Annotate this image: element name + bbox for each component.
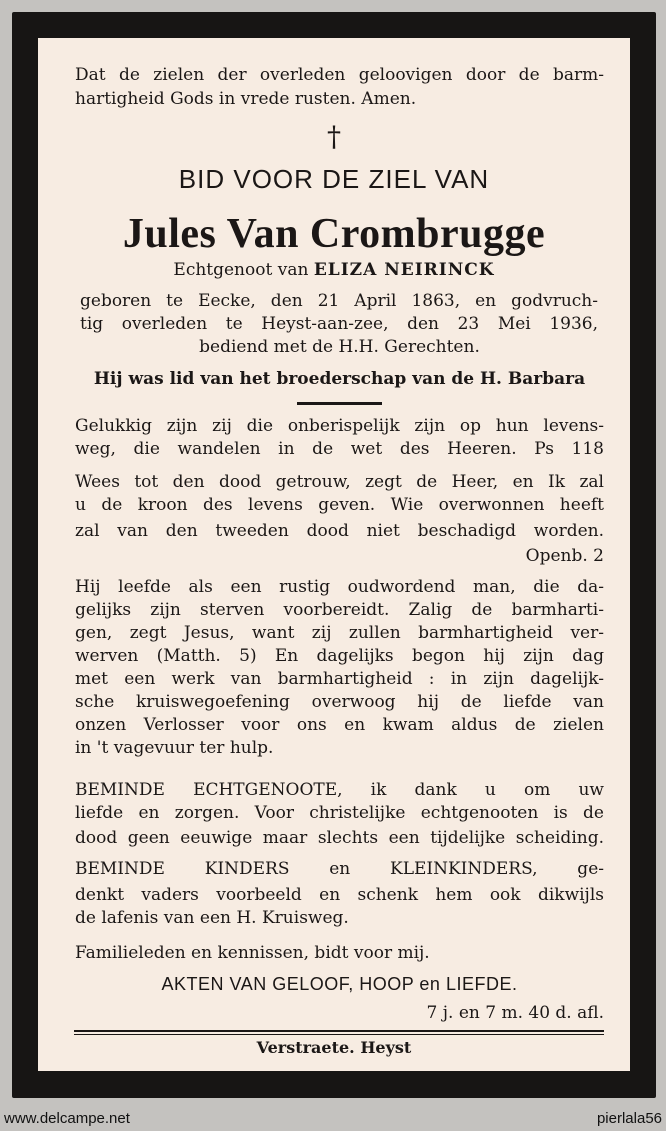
spouse-name: ELIZA NEIRINCK [313,260,495,280]
deceased-name: Jules Van Crombrugge [122,211,546,257]
psalm-line-5: zal van den tweeden dood niet beschadigd worden. [75,521,604,541]
acts-line: AKTEN VAN GELOOF, HOOP en LIEFDE. [161,974,518,994]
life-line-1: Hij leefde als een rustig oudwordend man, die da- [75,577,604,597]
brotherhood-line: Hij was lid van het broederschap van de H. Barbara [93,369,586,389]
psalm-line-4: u de kroon des levens geven. Wie overwonnen heeft [75,495,604,515]
psalm-line-3: Wees tot den dood getrouw, zegt de Heer, en Ik zal [75,472,604,492]
bio-line-3: bediend met de H.H. Gerechten. [199,337,480,357]
spouse-line [38,260,630,280]
bio-line-2: tig overleden te Heyst-aan-zee, den 23 Mei 1936, [80,314,598,334]
life-line-2: gelijks zijn sterven voorbereidt. Zalig de barmharti- [75,600,604,620]
spouse-para-line-3: dood geen eeuwige maar slechts een tijdelijke scheiding. [75,828,604,848]
life-line-6: sche kruiswegoefening overwoog hij de liefde van [75,692,604,712]
life-line-4: werven (Matth. 5) En dagelijks begon hij zijn dag [75,646,604,666]
life-line-7: onzen Verlosser voor ons en kwam aldus de zielen [75,715,604,735]
children-para-line-3: de lafenis van een H. Kruisweg. [75,908,349,928]
spouse-para-line-2: liefde en zorgen. Voor christelijke echtgenooten is de [75,803,604,823]
children-para-line-2: denkt vaders voorbeeld en schenk hem ook dikwijls [75,885,604,905]
family-line: Familieleden en kennissen, bidt voor mij. [75,943,430,963]
opening-line-1: Dat de zielen der overleden geloovigen door de barm- [75,65,604,85]
spouse-prefix: Echtgenoot van [173,260,309,280]
bottom-rule [74,1030,604,1032]
psalm-line-1: Gelukkig zijn zij die onberispelijk zijn op hun levens- [75,416,604,436]
separator-rule [297,402,382,405]
psalm-reference: Openb. 2 [525,546,604,566]
cross-icon: † [327,120,341,153]
opening-line-2: hartigheid Gods in vrede rusten. Amen. [75,89,417,109]
bio-line-1: geboren te Eecke, den 21 April 1863, en godvruch- [80,291,598,311]
life-line-8: in 't vagevuur ter hulp. [75,738,274,758]
prayer-heading: BID VOOR DE ZIEL VAN [178,164,490,194]
printer-name: Verstraete. Heyst [256,1038,412,1057]
psalm-line-2: weg, die wandelen in de wet des Heeren. Ps 118 [75,439,604,459]
spouse-para-line-1: BEMINDE ECHTGENOOTE, ik dank u om uw [75,780,604,800]
bottom-rule-thin [74,1034,604,1035]
watermark-left: www.delcampe.net [4,1110,130,1127]
memorial-card [38,38,630,1071]
watermark-right: pierlala56 [596,1110,662,1127]
life-line-3: gen, zegt Jesus, want zij zullen barmhartigheid ver- [75,623,604,643]
indulgence-line: 7 j. en 7 m. 40 d. afl. [426,1003,604,1023]
life-line-5: met een werk van barmhartigheid : in zijn dagelijk- [75,669,604,689]
children-para-line-1: BEMINDE KINDERS en KLEINKINDERS, ge- [75,859,604,879]
